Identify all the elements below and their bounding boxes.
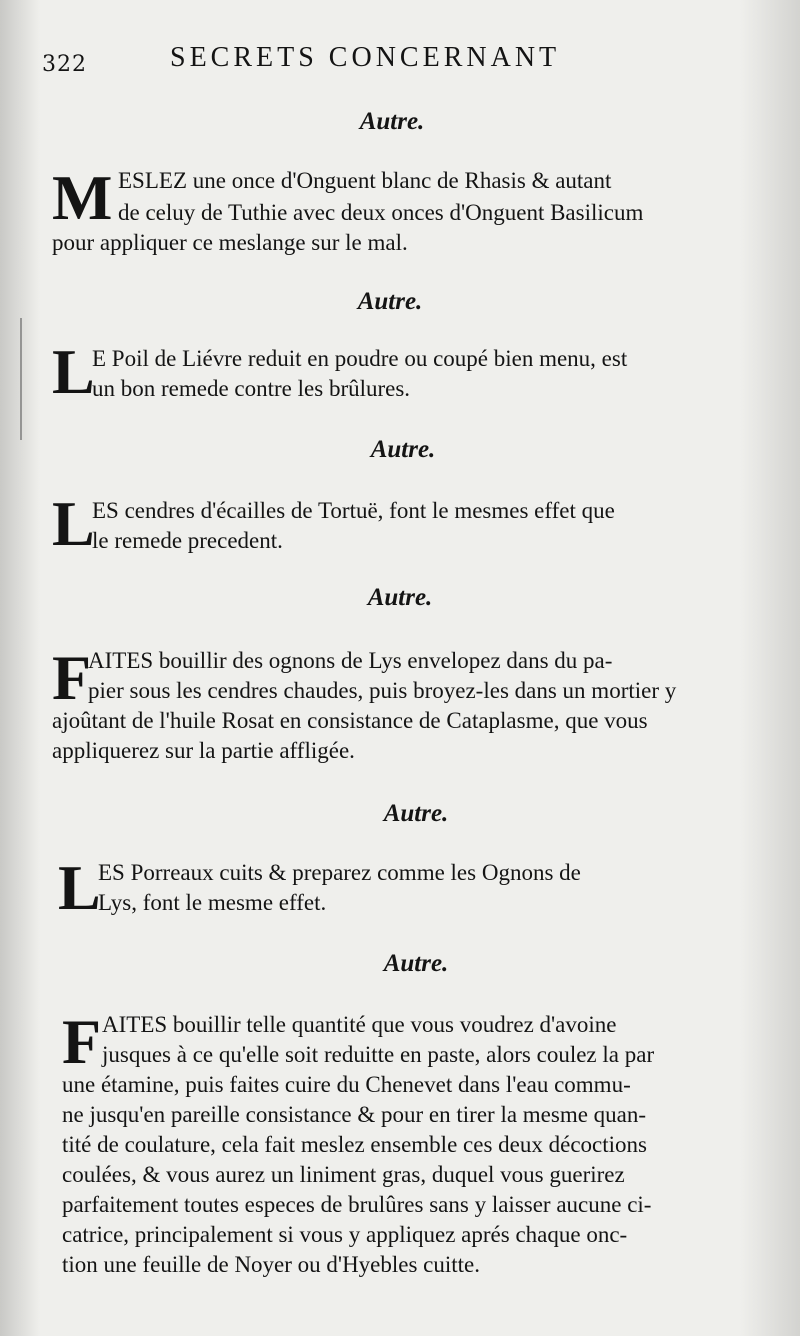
- text-line: appliquerez sur la partie affligée.: [52, 738, 355, 763]
- recipe-paragraph: [52, 162, 762, 266]
- recipe-paragraph: [58, 852, 768, 926]
- text-line: un bon remede contre les brûlures.: [92, 376, 411, 401]
- text-line: le remede precedent.: [92, 528, 283, 553]
- drop-cap: L: [58, 852, 101, 923]
- text-line: Lys, font le mesme effet.: [98, 890, 327, 915]
- drop-cap: M: [52, 162, 113, 233]
- text-line: parfaitement toutes especes de brulûres sans y laisser aucune ci-: [62, 1192, 652, 1217]
- section-heading: Autre.: [357, 288, 423, 315]
- text-line: catrice, principalement si vous y appliquez aprés chaque onc-: [62, 1222, 628, 1247]
- section-heading: Autre.: [359, 108, 425, 135]
- text-line: ne jusqu'en pareille consistance & pour en tirer la mesme quan-: [62, 1102, 647, 1127]
- page-shadow-left: [0, 0, 40, 1336]
- recipe-paragraph: [52, 642, 762, 776]
- text-line: pour appliquer ce meslange sur le mal.: [52, 230, 408, 255]
- drop-cap: F: [62, 1006, 102, 1077]
- text-line: ES Porreaux cuits & preparez comme les Ognons de: [98, 860, 581, 885]
- section-heading: Autre.: [370, 436, 436, 463]
- text-line: AITES bouillir des ognons de Lys envelopez dans du pa-: [88, 648, 613, 673]
- text-line: ESLEZ une once d'Onguent blanc de Rhasis & autant: [118, 168, 612, 193]
- margin-ink-mark: [20, 318, 22, 440]
- section-heading: Autre.: [383, 950, 449, 977]
- text-line: pier sous les cendres chaudes, puis broyez-les dans un mortier y: [88, 678, 677, 703]
- recipe-paragraph: [62, 1006, 772, 1280]
- text-line: de celuy de Tuthie avec deux onces d'Onguent Basilicum: [118, 200, 644, 225]
- text-line: E Poil de Liévre reduit en poudre ou coupé bien menu, est: [92, 346, 628, 371]
- text-line: une étamine, puis faites cuire du Chenevet dans l'eau commu-: [62, 1072, 631, 1097]
- running-title: SECRETS CONCERNANT: [170, 42, 561, 73]
- page-number: 322: [42, 52, 87, 77]
- text-line: tion une feuille de Noyer ou d'Hyebles cuitte.: [62, 1252, 481, 1277]
- text-line: ajoûtant de l'huile Rosat en consistance de Cataplasme, que vous: [52, 708, 648, 733]
- recipe-paragraph: [52, 336, 762, 410]
- text-line: coulées, & vous aurez un liniment gras, duquel vous guerirez: [62, 1162, 625, 1187]
- text-line: tité de coulature, cela fait meslez ensemble ces deux décoctions: [62, 1132, 647, 1157]
- section-heading: Autre.: [383, 800, 449, 827]
- drop-cap: L: [52, 336, 95, 407]
- text-line: jusques à ce qu'elle soit reduitte en paste, alors coulez la par: [102, 1042, 655, 1067]
- recipe-paragraph: [52, 488, 762, 562]
- text-line: AITES bouillir telle quantité que vous voudrez d'avoine: [102, 1012, 617, 1037]
- drop-cap: L: [52, 488, 95, 559]
- drop-cap: F: [52, 642, 92, 713]
- section-heading: Autre.: [367, 584, 433, 611]
- text-line: ES cendres d'écailles de Tortuë, font le mesmes effet que: [92, 498, 615, 523]
